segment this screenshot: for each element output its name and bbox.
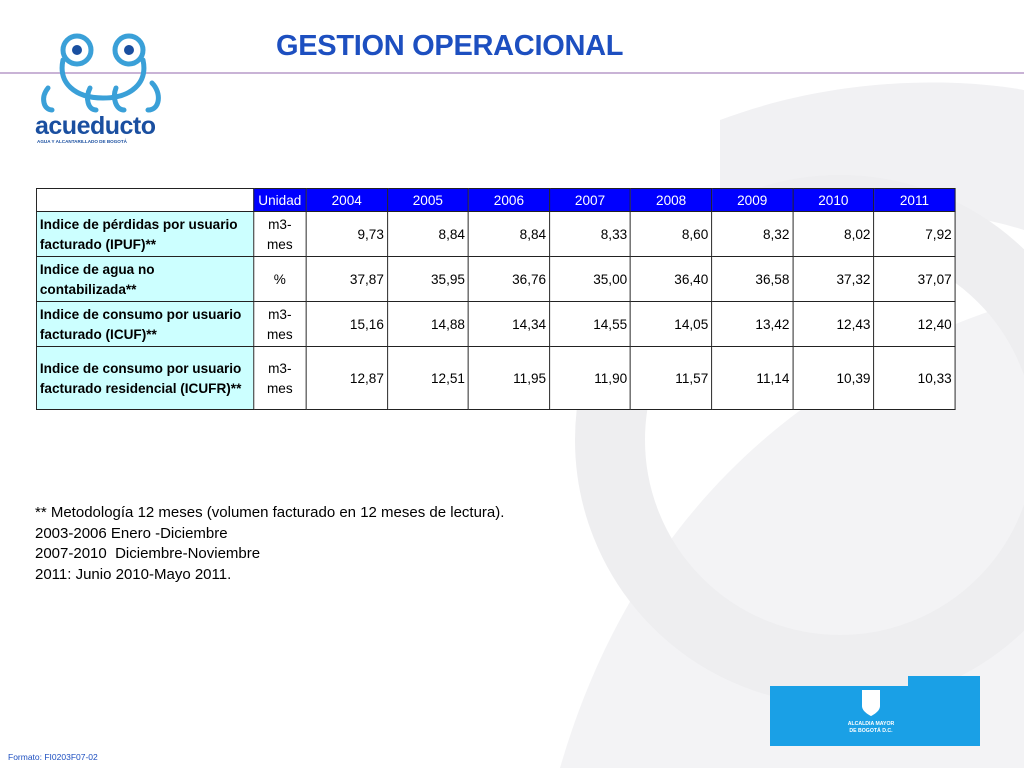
table-row — [36, 302, 955, 347]
year-header: 2006 — [468, 189, 549, 212]
table-cell: 37,07 — [874, 257, 955, 302]
table-cell: 14,34 — [468, 302, 549, 347]
year-header: 2009 — [712, 189, 793, 212]
year-header: 2008 — [631, 189, 712, 212]
table-cell: 35,95 — [387, 257, 468, 302]
indicator-label: Indice de pérdidas por usuario facturado (IPUF)** — [36, 212, 253, 257]
badge-line1: ALCALDIA MAYOR — [847, 721, 895, 727]
indicator-label: Indice de consumo por usuario facturado residencial (ICUFR)** — [36, 347, 253, 410]
indicator-unit: m3- mes — [253, 302, 306, 347]
table-cell: 10,39 — [793, 347, 874, 410]
table-corner-cell — [36, 189, 253, 212]
table-cell: 8,84 — [387, 212, 468, 257]
table-cell: 8,02 — [793, 212, 874, 257]
table-cell: 8,32 — [712, 212, 793, 257]
operational-indicators-table — [36, 188, 956, 410]
year-header: 2004 — [306, 189, 387, 212]
table-cell: 8,60 — [631, 212, 712, 257]
alcaldia-bogota-badge — [770, 676, 980, 746]
table-cell: 11,57 — [631, 347, 712, 410]
table-cell: 11,95 — [468, 347, 549, 410]
table-cell: 36,58 — [712, 257, 793, 302]
table-row — [36, 347, 955, 410]
table-cell: 12,40 — [874, 302, 955, 347]
table-cell: 11,90 — [549, 347, 630, 410]
table-row — [36, 212, 955, 257]
year-header: 2011 — [874, 189, 955, 212]
year-header: 2010 — [793, 189, 874, 212]
note-line: 2003-2006 Enero -Diciembre — [35, 524, 228, 542]
table-cell: 8,33 — [549, 212, 630, 257]
year-header: 2005 — [387, 189, 468, 212]
table-cell: 14,88 — [387, 302, 468, 347]
table-row — [36, 257, 955, 302]
indicator-unit: % — [253, 257, 306, 302]
logo-subtitle: AGUA Y ALCANTARILLADO DE BOGOTÁ — [37, 139, 128, 144]
table-cell: 12,43 — [793, 302, 874, 347]
table-cell: 14,55 — [549, 302, 630, 347]
table-cell: 7,92 — [874, 212, 955, 257]
table-cell: 13,42 — [712, 302, 793, 347]
note-line: 2007-2010 Diciembre-Noviembre — [35, 545, 261, 562]
note-line: 2011: Junio 2010-Mayo 2011. — [35, 565, 232, 583]
page-title: GESTION OPERACIONAL — [276, 30, 624, 62]
table-header-row — [36, 189, 955, 212]
table-cell: 14,05 — [631, 302, 712, 347]
table-cell: 11,14 — [712, 347, 793, 410]
table-cell: 9,73 — [306, 212, 387, 257]
note-line: ** Metodología 12 meses (volumen facturado en 12 meses de lectura). — [35, 504, 505, 521]
logo-wordmark: acueducto — [35, 112, 156, 140]
table-cell: 10,33 — [874, 347, 955, 410]
format-code: Formato: FI0203F07-02 — [8, 752, 98, 762]
table-cell: 15,16 — [306, 302, 387, 347]
table-cell: 12,87 — [306, 347, 387, 410]
year-header: 2007 — [549, 189, 630, 212]
table-cell: 12,51 — [387, 347, 468, 410]
methodology-notes — [35, 503, 504, 585]
table-cell: 35,00 — [549, 257, 630, 302]
table-cell: 36,76 — [468, 257, 549, 302]
table-cell: 37,32 — [793, 257, 874, 302]
badge-line2: DE BOGOTÁ D.C. — [849, 728, 893, 734]
indicator-label: Indice de consumo por usuario facturado (ICUF)** — [36, 302, 253, 347]
table-cell: 8,84 — [468, 212, 549, 257]
indicator-unit: m3- mes — [253, 347, 306, 410]
table-cell: 37,87 — [306, 257, 387, 302]
indicator-unit: m3- mes — [253, 212, 306, 257]
unit-header: Unidad — [253, 189, 306, 212]
indicator-label: Indice de agua no contabilizada** — [36, 257, 253, 302]
table-cell: 36,40 — [631, 257, 712, 302]
